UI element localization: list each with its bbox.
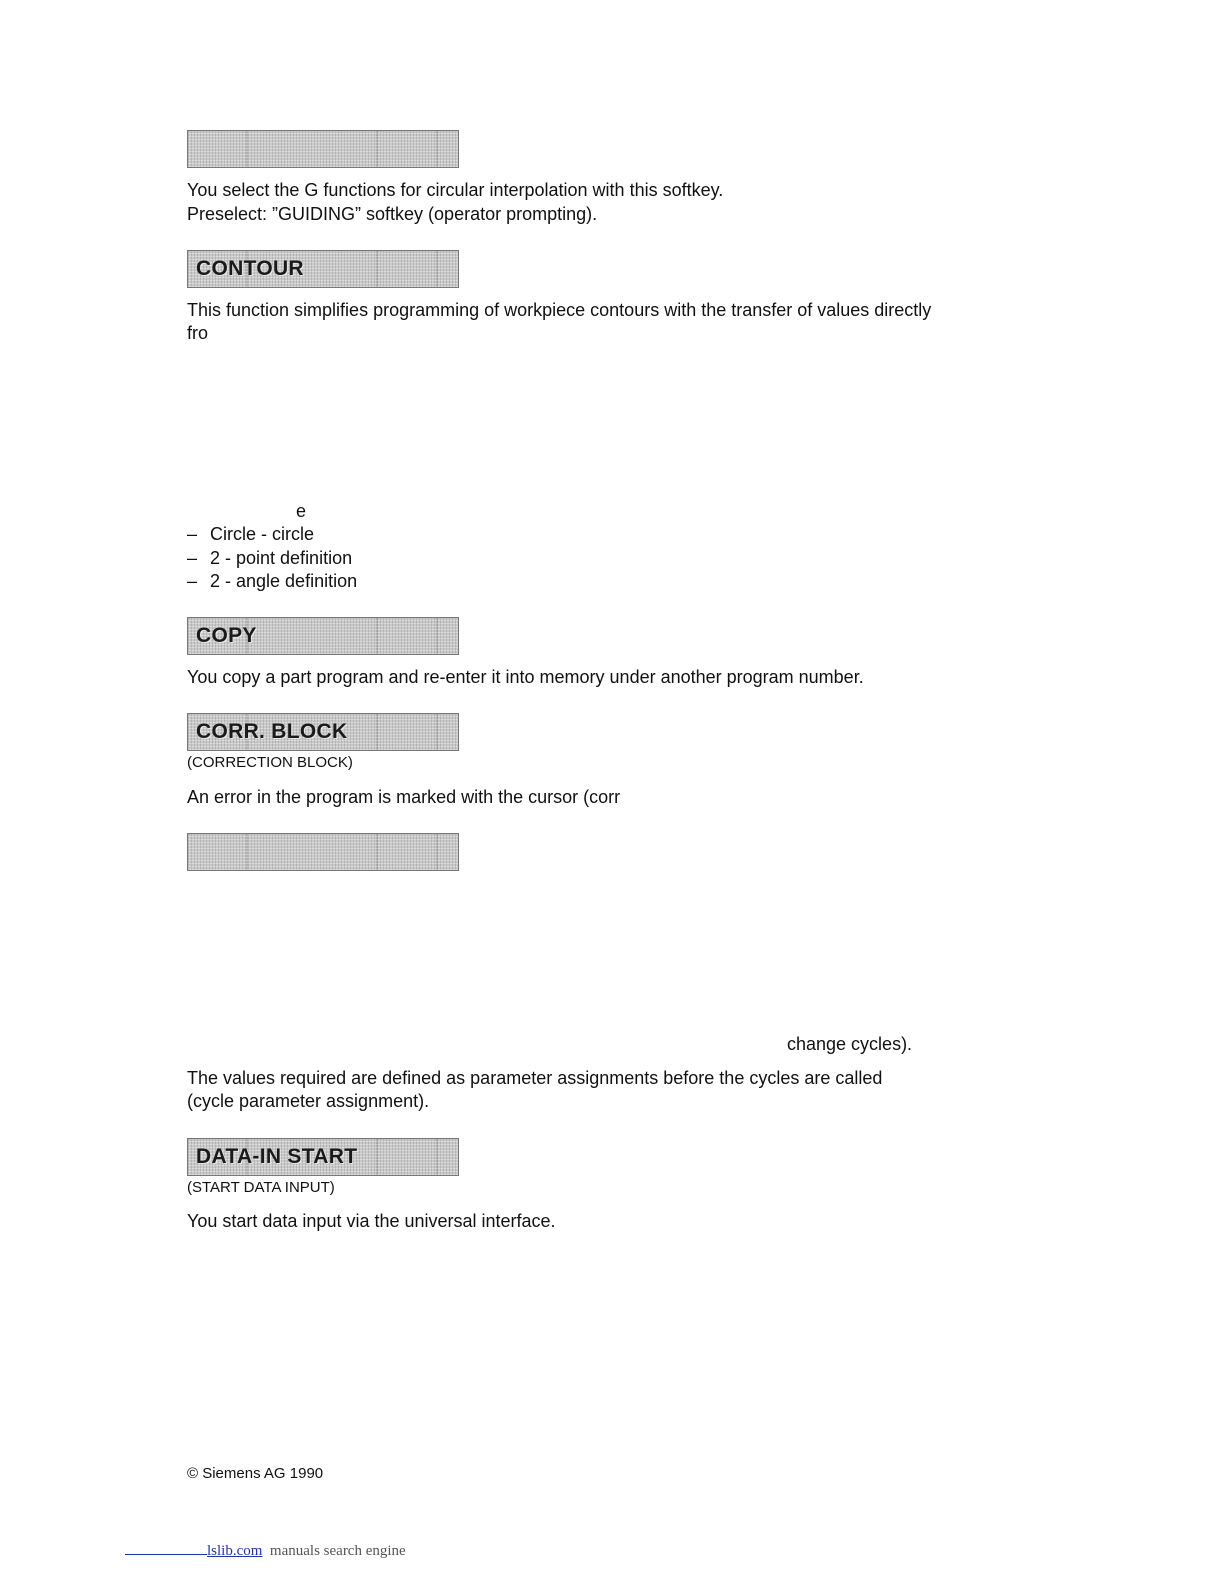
footer-site-link[interactable]: lslib.com bbox=[207, 1543, 263, 1559]
contour-bullet: – 2 - point definition bbox=[187, 548, 353, 568]
cycles-fragment: change cycles). bbox=[787, 1034, 913, 1054]
corr-block-subtitle: (CORRECTION BLOCK) bbox=[187, 754, 353, 771]
softkey-circle bbox=[187, 130, 459, 168]
contour-bullet: – 2 - angle definition bbox=[187, 571, 358, 591]
data-in-description: You start data input via the universal interface. bbox=[187, 1211, 556, 1231]
footer-tagline: manuals search engine bbox=[269, 1543, 406, 1559]
cycles-description-line1: The values required are defined as parameter assignments before the cycles are called bbox=[187, 1068, 883, 1088]
contour-description-line2: fro bbox=[187, 323, 209, 343]
contour-bullet: – Circle - circle bbox=[187, 524, 315, 544]
softkey-cycles bbox=[187, 833, 459, 871]
softkey-corr-block-label: CORR. BLOCK bbox=[196, 720, 348, 743]
cycles-description-line2: (cycle parameter assignment). bbox=[187, 1091, 430, 1111]
copyright-notice: © Siemens AG 1990 bbox=[187, 1465, 324, 1482]
footer-banner bbox=[125, 1542, 406, 1560]
copy-description: You copy a part program and re-enter it into memory under another program number. bbox=[187, 667, 864, 687]
circle-description-line2: Preselect: ”GUIDING” softkey (operator prompting). bbox=[187, 204, 598, 224]
footer-underline bbox=[125, 1542, 207, 1555]
corr-block-description: An error in the program is marked with the cursor (corr bbox=[187, 787, 621, 807]
softkey-data-in-start bbox=[187, 1138, 459, 1176]
contour-bullet-text: 2 - point definition bbox=[210, 548, 353, 568]
softkey-copy-label: COPY bbox=[196, 624, 257, 647]
softkey-copy bbox=[187, 617, 459, 655]
contour-bullet-text: 2 - angle definition bbox=[210, 571, 358, 591]
circle-description-line1: You select the G functions for circular interpolation with this softkey. bbox=[187, 180, 724, 200]
data-in-subtitle: (START DATA INPUT) bbox=[187, 1179, 335, 1196]
softkey-data-in-start-label: DATA-IN START bbox=[196, 1145, 358, 1168]
contour-bullet-text: Circle - circle bbox=[210, 524, 315, 544]
softkey-corr-block bbox=[187, 713, 459, 751]
softkey-contour-label: CONTOUR bbox=[196, 257, 304, 280]
softkey-contour bbox=[187, 250, 459, 288]
contour-fragment: e bbox=[296, 501, 307, 521]
contour-description-line1: This function simplifies programming of workpiece contours with the transfer of values directly bbox=[187, 300, 932, 320]
